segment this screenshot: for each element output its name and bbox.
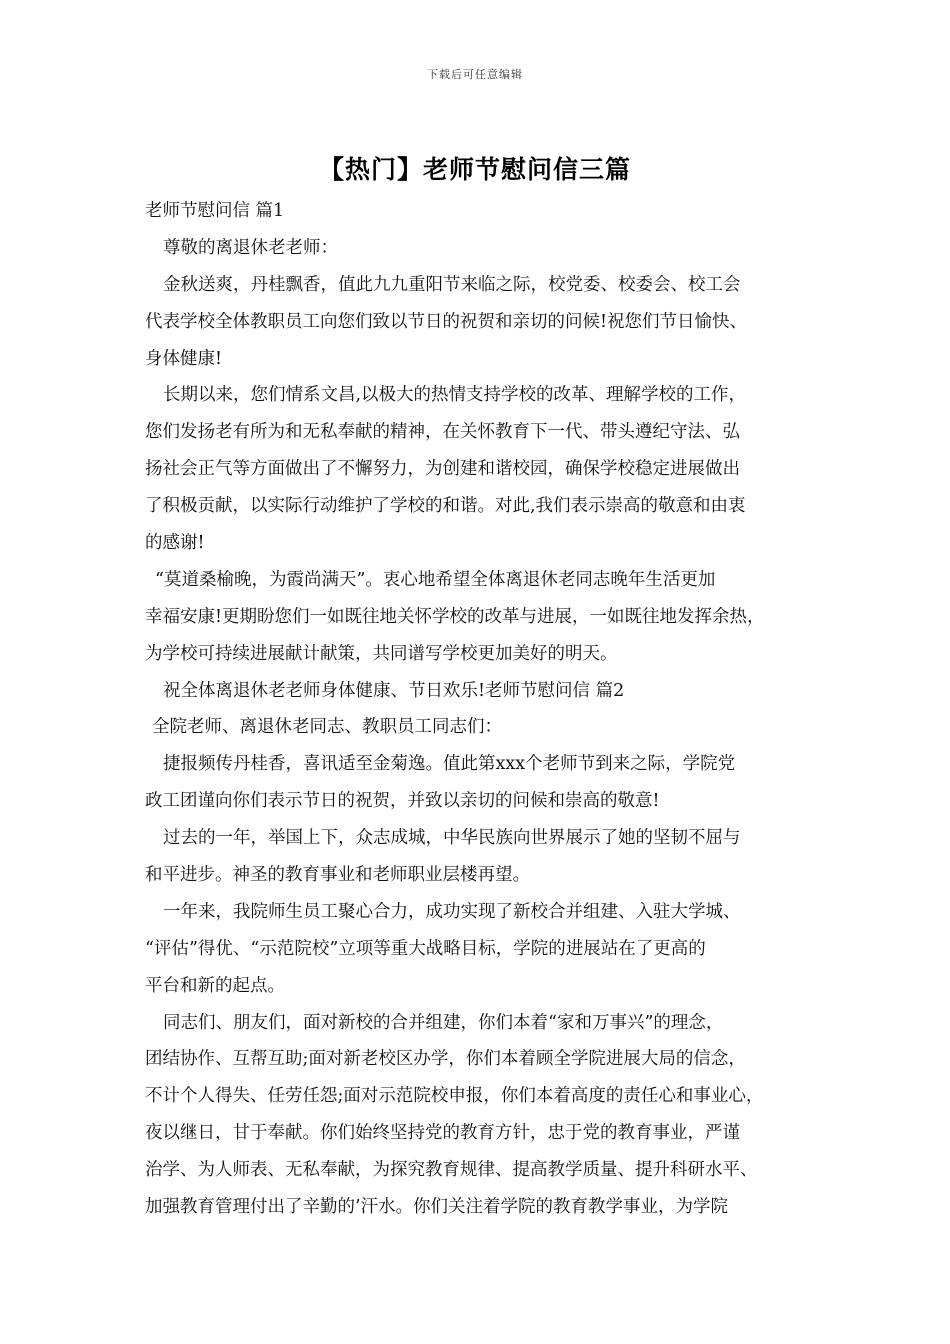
paragraph-line: 了积极贡献，以实际行动维护了学校的和谐。对此,我们表示崇高的敬意和由衷 xyxy=(145,496,746,517)
paragraph-line: 平台和新的起点。 xyxy=(145,975,285,996)
paragraph-line: 代表学校全体教职员工向您们致以节日的祝贺和亲切的问候!祝您们节日愉快、 xyxy=(145,311,748,332)
header-note: 下载后可任意编辑 xyxy=(427,68,523,81)
paragraph-line: 和平进步。神圣的教育事业和老师职业层楼再望。 xyxy=(145,865,530,886)
paragraph-line: 不计个人得失、任劳任怨;面对示范院校申报，你们本着高度的责任心和事业心， xyxy=(145,1086,764,1107)
paragraph-line: “评估”得优、“示范院校”立项等重大战略目标，学院的进展站在了更高的 xyxy=(145,938,706,959)
paragraph-line: 为学校可持续进展献计献策，共同谱写学校更加美好的明天。 xyxy=(145,643,618,664)
salutation: 全院老师、离退休老同志、教职员工同志们： xyxy=(152,717,502,738)
paragraph-line: 您们发扬老有所为和无私奉献的精神，在关怀教育下一代、带头遵纪守法、弘 xyxy=(145,422,740,443)
paragraph-line: 过去的一年，举国上下，众志成城，中华民族向世界展示了她的坚韧不屈与 xyxy=(163,828,741,849)
paragraph-line: 长期以来，您们情系文昌,以极大的热情支持学校的改革、理解学校的工作， xyxy=(163,385,747,406)
section-heading-1: 老师节慰问信 篇1 xyxy=(145,201,285,221)
salutation: 尊敬的离退休老老师： xyxy=(163,237,338,258)
section-heading-2: 祝全体离退休老老师身体健康、节日欢乐!老师节慰问信 篇2 xyxy=(163,680,625,701)
paragraph-line: 捷报频传丹桂香，喜讯适至金菊逸。值此第xxx个老师节到来之际，学院党 xyxy=(163,754,736,775)
document-title: 【热门】老师节慰问信三篇 xyxy=(318,155,631,184)
paragraph-line: 身体健康! xyxy=(145,348,223,369)
paragraph-line: 的感谢! xyxy=(145,533,205,554)
paragraph-line: 夜以继日，甘于奉献。你们始终坚持党的教育方针，忠于党的教育事业，严谨 xyxy=(145,1123,740,1144)
paragraph-line: 一年来，我院师生员工聚心合力，成功实现了新校合并组建、入驻大学城、 xyxy=(163,901,741,922)
paragraph-line: 政工团谨向你们表示节日的祝贺，并致以亲切的问候和崇高的敬意! xyxy=(145,791,660,812)
paragraph-line: 团结协作、互帮互助;面对新老校区办学，你们本着顾全学院进展大局的信念， xyxy=(145,1049,746,1070)
paragraph-line: 加强教育管理付出了辛勤的’汗水。你们关注着学院的教育教学事业，为学院 xyxy=(145,1197,729,1218)
paragraph-line: 同志们、朋友们，面对新校的合并组建，你们本着“家和万事兴”的理念， xyxy=(163,1012,724,1033)
paragraph-line: 幸福安康!更期盼您们一如既往地关怀学校的改革与进展，一如既往地发挥余热， xyxy=(145,606,765,627)
paragraph-line: 治学、为人师表、无私奉献，为探究教育规律、提高教学质量、提升科研水平、 xyxy=(145,1160,758,1181)
paragraph-line: “莫道桑榆晚，为霞尚满天”。衷心地希望全体离退休老同志晚年生活更加 xyxy=(155,569,716,590)
paragraph-line: 扬社会正气等方面做出了不懈努力，为创建和谐校园，确保学校稳定进展做出 xyxy=(145,459,740,480)
document-body xyxy=(145,197,810,1230)
paragraph-line: 金秋送爽，丹桂飘香，值此九九重阳节来临之际，校党委、校委会、校工会 xyxy=(163,274,741,295)
